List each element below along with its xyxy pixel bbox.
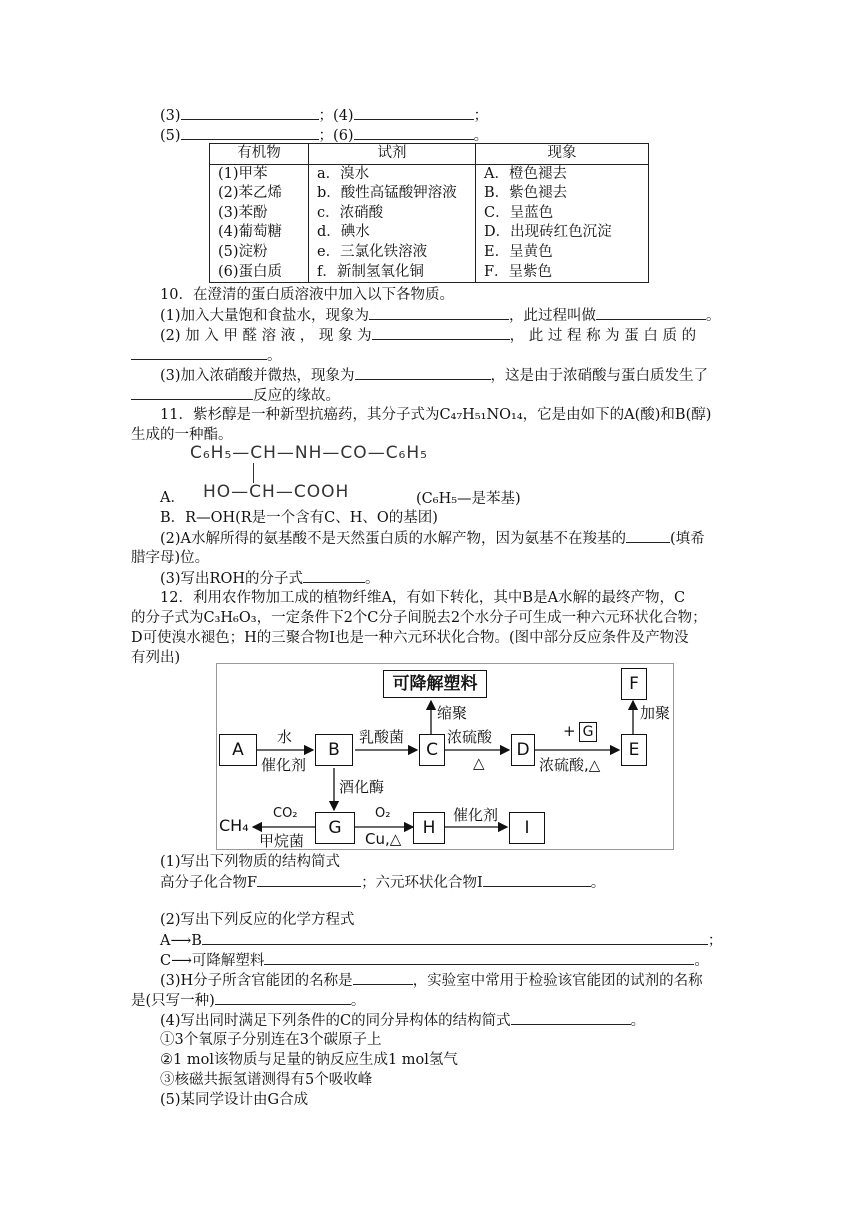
table-header-row bbox=[210, 144, 649, 165]
label-conc-sulfuric-2: 浓硫酸,△ bbox=[539, 756, 601, 774]
blank-test-reagent[interactable] bbox=[215, 990, 351, 1005]
reagent-item: c．浓硝酸 bbox=[317, 204, 384, 221]
q10-blank-3b[interactable] bbox=[131, 385, 253, 400]
q10-part3: (3)加入浓硝酸并微热，现象为 ，这是由于浓硝酸与蛋白质发生了 bbox=[160, 365, 708, 386]
structure-bottom-chain: HO—CH—COOH bbox=[203, 482, 350, 502]
box-a: A bbox=[219, 734, 257, 766]
q12-stem-2: 的分子式为C₃H₆O₃，一定条件下2个C分子间脱去2个水分子可生成一种六元环状化合物； bbox=[131, 610, 707, 626]
box-degradable-plastic: 可降解塑料 bbox=[383, 670, 487, 698]
phenomenon-item: D．出现砖红色沉淀 bbox=[484, 224, 612, 241]
label-heat-1: △ bbox=[473, 754, 485, 772]
label-ch4: CH₄ bbox=[219, 816, 249, 835]
organics-column bbox=[210, 164, 309, 283]
q12-s4: (4)写出同时满足下列条件的C的同分异构体的结构简式 。 bbox=[160, 1010, 645, 1031]
q12-s5: (5)某同学设计由G合成 bbox=[160, 1092, 309, 1108]
phenomenon-item: A．橙色褪去 bbox=[484, 165, 567, 182]
q12-s2-a: A⟶B ； bbox=[160, 930, 722, 951]
q10-blank-1a[interactable] bbox=[369, 305, 509, 320]
q10-blank-3a[interactable] bbox=[355, 365, 491, 380]
header-phenomenon: 现象 bbox=[476, 144, 649, 165]
box-h: H bbox=[413, 812, 445, 844]
q10-blank-1b[interactable] bbox=[596, 305, 706, 320]
q12-condition-1: ①3个氧原子分别连在3个碳原子上 bbox=[160, 1032, 382, 1048]
q12-s1: (1)写出下列物质的结构简式 bbox=[160, 854, 341, 870]
phenomena-column bbox=[476, 164, 649, 283]
q12-stem-1: 12．利用农作物加工成的植物纤维A，有如下转化，其中B是A水解的最终产物，C bbox=[160, 590, 686, 606]
blank-ring-i[interactable] bbox=[483, 872, 591, 887]
answer-blank-line-3-4: (3) ；(4) ； bbox=[160, 105, 488, 126]
q12-s3-cont: 是(只写一种) 。 bbox=[131, 990, 365, 1011]
reagent-item: f．新制氢氧化铜 bbox=[317, 263, 424, 280]
blank-6[interactable] bbox=[354, 125, 474, 140]
organic-item: (4)葡萄糖 bbox=[218, 224, 283, 241]
reagent-item: b．酸性高锰酸钾溶液 bbox=[317, 185, 457, 202]
organic-item: (3)苯酚 bbox=[218, 204, 268, 221]
reagent-item: a．溴水 bbox=[317, 165, 370, 182]
label-conc-sulfuric-1: 浓硫酸 bbox=[447, 728, 493, 746]
q12-s1-answers: 高分子化合物F ；六元环状化合物I 。 bbox=[160, 872, 605, 893]
box-c: C bbox=[419, 734, 445, 766]
q12-s2-c: C⟶可降解塑料 。 bbox=[160, 950, 709, 971]
table-body-row bbox=[210, 164, 649, 283]
label-methanogen: 甲烷菌 bbox=[259, 832, 305, 850]
q12-condition-2: ②1 mol该物质与足量的钠反应生成1 mol氢气 bbox=[160, 1052, 458, 1068]
q11-part3: (3)写出ROH的分子式 。 bbox=[160, 568, 380, 589]
q10-stem: 10．在澄清的蛋白质溶液中加入以下各物质。 bbox=[160, 287, 454, 303]
q11-blank-3[interactable] bbox=[303, 568, 365, 583]
phenomenon-item: E．呈黄色 bbox=[484, 243, 553, 260]
label-addition-polymerization: 加聚 bbox=[640, 704, 671, 722]
q10-part1: (1)加入大量饱和食盐水，现象为 ，此过程叫做 。 bbox=[160, 305, 721, 326]
box-g-reagent: G bbox=[579, 722, 597, 742]
q12-s2: (2)写出下列反应的化学方程式 bbox=[160, 912, 355, 928]
header-reagent: 试剂 bbox=[309, 144, 476, 165]
structure-bond-vertical bbox=[253, 463, 254, 483]
reaction-flow-diagram bbox=[216, 663, 674, 850]
q11-stem-1: 11．紫杉醇是一种新型抗癌药，其分子式为C₄₇H₅₁NO₁₄，它是由如下的A(酸)和B(醇) bbox=[160, 407, 712, 423]
reagent-item: d．碘水 bbox=[317, 224, 370, 241]
label-catalyst-1: 催化剂 bbox=[261, 756, 307, 774]
q11-b: B．R—OH(R是一个含有C、H、O的基团) bbox=[160, 510, 438, 526]
q10-blank-2b[interactable] bbox=[131, 345, 267, 360]
q10-part2-cont: 。 bbox=[131, 345, 282, 366]
q12-condition-3: ③核磁共振氢谱测得有5个吸收峰 bbox=[160, 1072, 373, 1088]
q11-part2-cont: 腊字母)位。 bbox=[131, 550, 210, 566]
organic-item: (2)苯乙烯 bbox=[218, 185, 283, 202]
organic-item: (1)甲苯 bbox=[218, 165, 268, 182]
q11-blank-2[interactable] bbox=[626, 528, 670, 543]
q11-label-a: A． bbox=[160, 490, 185, 506]
label-plus: + bbox=[563, 722, 576, 740]
q12-s3: (3)H分子所含官能团的名称是 ，实验室中常用于检验该官能团的试剂的名称 bbox=[160, 970, 703, 991]
label-co2: CO₂ bbox=[273, 806, 298, 821]
q11-stem-2: 生成的一种酯。 bbox=[131, 427, 233, 443]
label-catalyst-2: 催化剂 bbox=[453, 806, 499, 824]
label-yeast-enzyme: 酒化酶 bbox=[339, 778, 385, 796]
blank-polymer-f[interactable] bbox=[257, 872, 361, 887]
label-condensation: 缩聚 bbox=[437, 704, 468, 722]
box-g: G bbox=[315, 812, 355, 844]
label-water: 水 bbox=[277, 728, 293, 746]
box-i: I bbox=[509, 812, 545, 844]
blank-functional-group[interactable] bbox=[353, 970, 413, 985]
q10-part3-cont: 反应的缘故。 bbox=[131, 385, 340, 406]
blank-eq-a-b[interactable] bbox=[202, 930, 708, 945]
organic-item: (6)蛋白质 bbox=[218, 263, 283, 280]
q11-phenyl-note: (C₆H₅—是苯基) bbox=[416, 491, 521, 507]
q11-part2: (2)A水解所得的氨基酸不是天然蛋白质的水解产物，因为氨基不在羧基的 (填希 bbox=[160, 528, 705, 549]
q10-part2: (2) 加 入 甲 醛 溶 液 ， 现 象 为 ， 此 过 程 称 为 蛋 白 质 的 bbox=[160, 325, 696, 346]
phenomenon-item: C．呈蓝色 bbox=[484, 204, 554, 221]
blank-isomer[interactable] bbox=[511, 1010, 631, 1025]
structure-top-chain: C₆H₅—CH—NH—CO—C₆H₅ bbox=[190, 443, 428, 463]
label-o2: O₂ bbox=[375, 806, 391, 821]
organic-item: (5)淀粉 bbox=[218, 243, 268, 260]
q12-stem-4: 有列出) bbox=[131, 650, 181, 666]
blank-4[interactable] bbox=[354, 105, 474, 120]
reagent-table bbox=[209, 143, 649, 283]
blank-eq-c-plastic[interactable] bbox=[264, 950, 694, 965]
label-cu-heat: Cu,△ bbox=[365, 830, 402, 848]
reagents-column bbox=[309, 164, 476, 283]
box-e: E bbox=[621, 734, 647, 766]
blank-5[interactable] bbox=[181, 125, 319, 140]
q10-blank-2a[interactable] bbox=[372, 325, 510, 340]
blank-3[interactable] bbox=[181, 105, 319, 120]
box-b: B bbox=[315, 734, 353, 766]
label-lactic-bacteria: 乳酸菌 bbox=[359, 728, 405, 746]
q12-stem-3: D可使溴水褪色；H的三聚合物I也是一种六元环状化合物。(图中部分反应条件及产物没 bbox=[131, 630, 689, 646]
box-d: D bbox=[511, 734, 535, 766]
phenomenon-item: F．呈紫色 bbox=[484, 263, 553, 280]
box-f: F bbox=[621, 668, 647, 700]
reagent-item: e．三氯化铁溶液 bbox=[317, 243, 428, 260]
phenomenon-item: B．紫色褪去 bbox=[484, 185, 568, 202]
answer-blank-line-5-6: (5) ；(6) 。 bbox=[160, 125, 488, 146]
header-organic: 有机物 bbox=[210, 144, 309, 165]
